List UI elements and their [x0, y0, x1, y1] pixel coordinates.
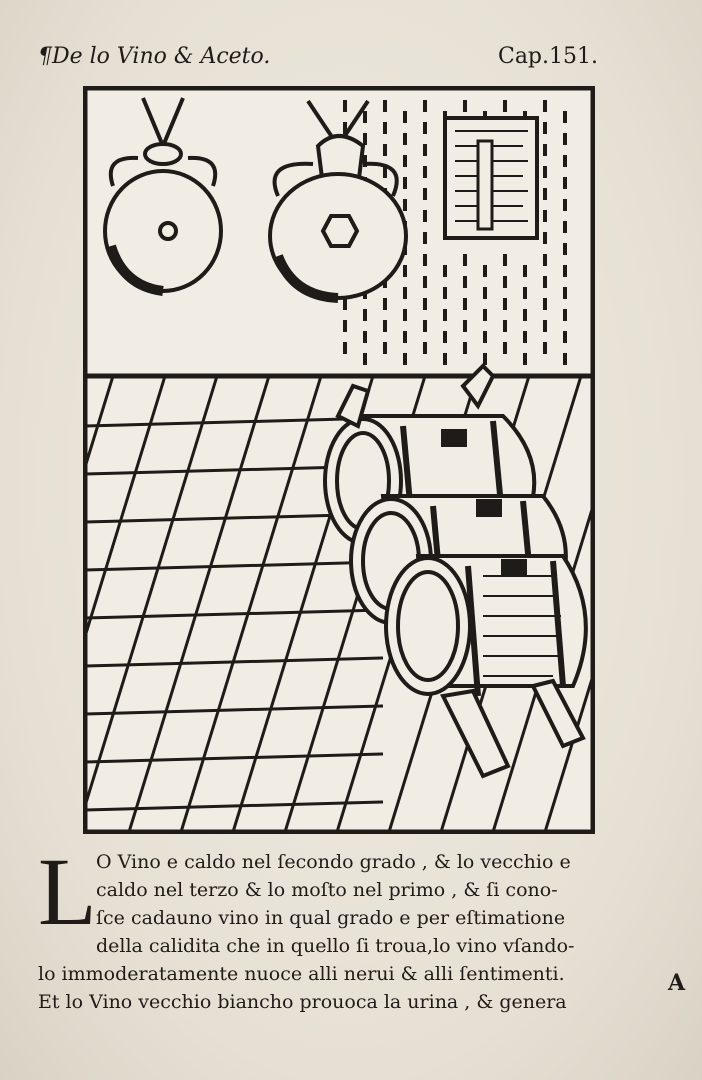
text-line-4: della calidita che in quello ſi troua,lo vino vſando- [96, 935, 575, 957]
running-header [38, 44, 598, 74]
window [445, 118, 537, 238]
text-line-2: caldo nel terzo & lo moſto nel primo , & ſi cono- [96, 879, 558, 901]
woodcut-svg [83, 86, 595, 834]
marginal-letter: A [668, 970, 686, 996]
chapter-number: Cap.151. [497, 44, 598, 69]
text-line-5: lo immoderatamente nuoce alli nerui & alli ſentimenti. [38, 963, 565, 985]
text-line-1: O Vino e caldo nel ſecondo grado , & lo vecchio e [96, 851, 571, 873]
barrel-front [386, 556, 586, 696]
text-line-6: Et lo Vino vecchio biancho prouoca la urina , & genera [38, 991, 567, 1013]
drop-cap: L [38, 838, 97, 945]
text-line-3: ſce cadauno vino in qual grado e per eſtimatione [96, 907, 566, 929]
woodcut-illustration [83, 86, 595, 834]
page-title: ¶De lo Vino & Aceto. [38, 44, 271, 69]
